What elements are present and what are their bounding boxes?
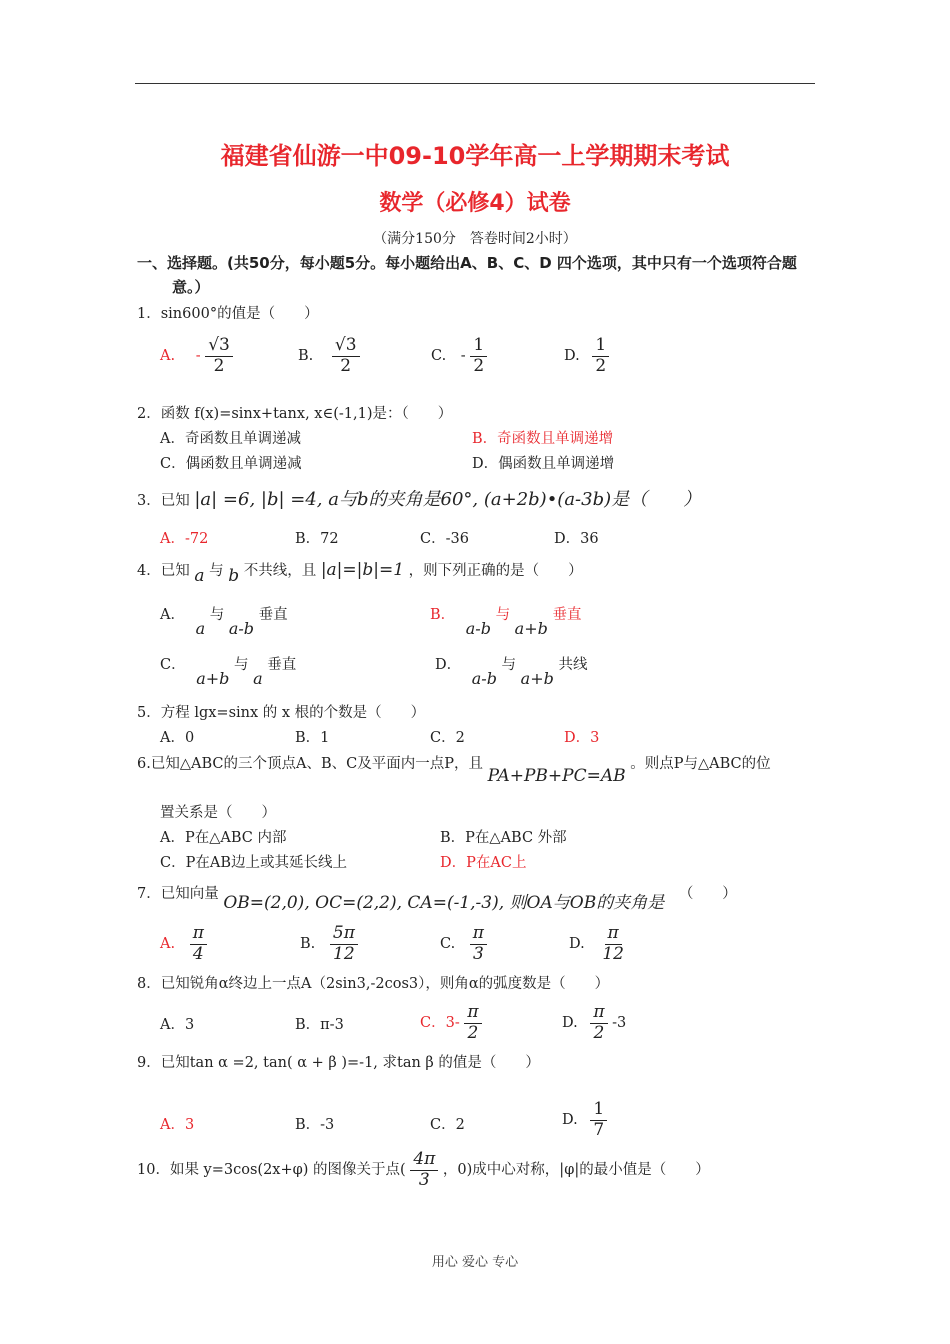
q2-option-d: D．偶函数且单调递增 bbox=[472, 456, 615, 472]
q3-option-d: D．36 bbox=[554, 531, 599, 547]
exam-info: （满分150分 答卷时间2小时） bbox=[373, 231, 577, 247]
question-1: 1．sin600°的值是（ ） bbox=[137, 306, 319, 322]
q1-a-fraction: $\frac{√3}{2}$ bbox=[205, 336, 233, 376]
question-3: 3．已知 |a| =6, |b| =4, a与b的夹角是60°, (a+2b)•(a-3b)是（ ） bbox=[137, 489, 702, 510]
q2-option-c: C．偶函数且单调递减 bbox=[160, 456, 302, 472]
q6-option-a: A．P在△ABC 内部 bbox=[160, 830, 287, 846]
section-heading: 一、选择题。(共50分，每小题5分。每小题给出A、B、C、D 四个选项，其中只有一个选项符合题 bbox=[137, 254, 797, 272]
question-5: 5．方程 lgx=sinx 的 x 根的个数是（ ） bbox=[137, 705, 426, 721]
q5-option-c: C．2 bbox=[430, 730, 465, 746]
section-heading-cont: 意。） bbox=[172, 278, 210, 296]
q9-option-a: A．3 bbox=[160, 1117, 195, 1133]
page-footer: 用心 爱心 专心 bbox=[431, 1255, 519, 1270]
q4-option-a: A． a 与 a-b 垂直 bbox=[160, 607, 288, 638]
q4-option-d: D． a-b 与 a+b 共线 bbox=[435, 657, 588, 688]
header-rule bbox=[135, 83, 815, 84]
q1-option-d: D. $\frac{1}{2}$ bbox=[564, 336, 609, 376]
exam-title: 福建省仙游一中09-10学年高一上学期期末考试 bbox=[220, 142, 730, 170]
question-6-cont: 置关系是（ ） bbox=[160, 805, 276, 821]
q8-option-b: B．π-3 bbox=[295, 1017, 344, 1033]
question-6: 6.已知△ABC的三个顶点A、B、C及平面内一点P，且 PA+PB+PC=AB 。则点P与△ABC的位 bbox=[137, 756, 771, 786]
q9-option-c: C．2 bbox=[430, 1117, 465, 1133]
q4-option-c: C． a+b 与 a 垂直 bbox=[160, 657, 297, 688]
q8-option-a: A．3 bbox=[160, 1017, 195, 1033]
q7-option-c: C. $\frac{\pi}{3}$ bbox=[440, 924, 487, 964]
q8-option-d: D. $\frac{\pi}{2}$ -3 bbox=[562, 1002, 627, 1043]
q5-option-d: D．3 bbox=[564, 730, 600, 746]
exam-subtitle-title: 数学（必修4）试卷 bbox=[379, 191, 571, 216]
question-9: 9．已知tan α =2, tan( α + β )=-1, 求tan β 的值是（ ） bbox=[137, 1055, 540, 1071]
q1-option-a: A. - $\frac{√3}{2}$ bbox=[160, 336, 233, 376]
q6-option-b: B．P在△ABC 外部 bbox=[440, 830, 567, 846]
q7-option-a: A. $\frac{\pi}{4}$ bbox=[160, 924, 207, 964]
question-2: 2．函数 f(x)=sinx+tanx, x∈(-1,1)是：（ ） bbox=[137, 406, 453, 422]
q4-option-b: B． a-b 与 a+b 垂直 bbox=[430, 607, 582, 638]
q9-option-b: B．-3 bbox=[295, 1117, 335, 1133]
q6-option-d: D．P在AC上 bbox=[440, 855, 527, 871]
q1-option-c: C. - $\frac{1}{2}$ bbox=[431, 336, 487, 376]
q5-option-a: A．0 bbox=[160, 730, 195, 746]
q5-option-b: B．1 bbox=[295, 730, 330, 746]
question-10: 10．如果 y=3cos(2x+φ) 的图像关于点( $\frac{4\pi}{3}$ ，0)成中心对称，|φ|的最小值是（ ） bbox=[137, 1149, 710, 1190]
q8-option-c: C．3- $\frac{\pi}{2}$ bbox=[420, 1003, 482, 1043]
question-7: 7．已知向量 OB=(2,0), OC=(2,2), CA=(-1,-3), 则OA与OB的夹角是 （ ） bbox=[137, 886, 737, 913]
question-8: 8．已知锐角α终边上一点A（2sin3,-2cos3），则角α的弧度数是（ ） bbox=[137, 976, 610, 992]
q7-option-d: D. $\frac{\pi}{12}$ bbox=[569, 923, 624, 964]
question-4: 4．已知 a 与 b 不共线，且 |a|=|b|=1 ，则下列正确的是（ ） bbox=[137, 560, 583, 586]
q3-option-b: B．72 bbox=[295, 531, 339, 547]
q3-option-a: A．-72 bbox=[160, 531, 209, 547]
q2-option-a: A．奇函数且单调递减 bbox=[160, 431, 301, 447]
q6-option-c: C．P在AB边上或其延长线上 bbox=[160, 855, 347, 871]
q2-option-b: B．奇函数且单调递增 bbox=[472, 431, 614, 447]
q1-option-b: B. $\frac{√3}{2}$ bbox=[298, 336, 360, 376]
q3-option-c: C．-36 bbox=[420, 531, 469, 547]
q9-option-d: D. $\frac{1}{7}$ bbox=[562, 1100, 607, 1140]
q7-option-b: B. $\frac{5\pi}{12}$ bbox=[300, 924, 358, 964]
